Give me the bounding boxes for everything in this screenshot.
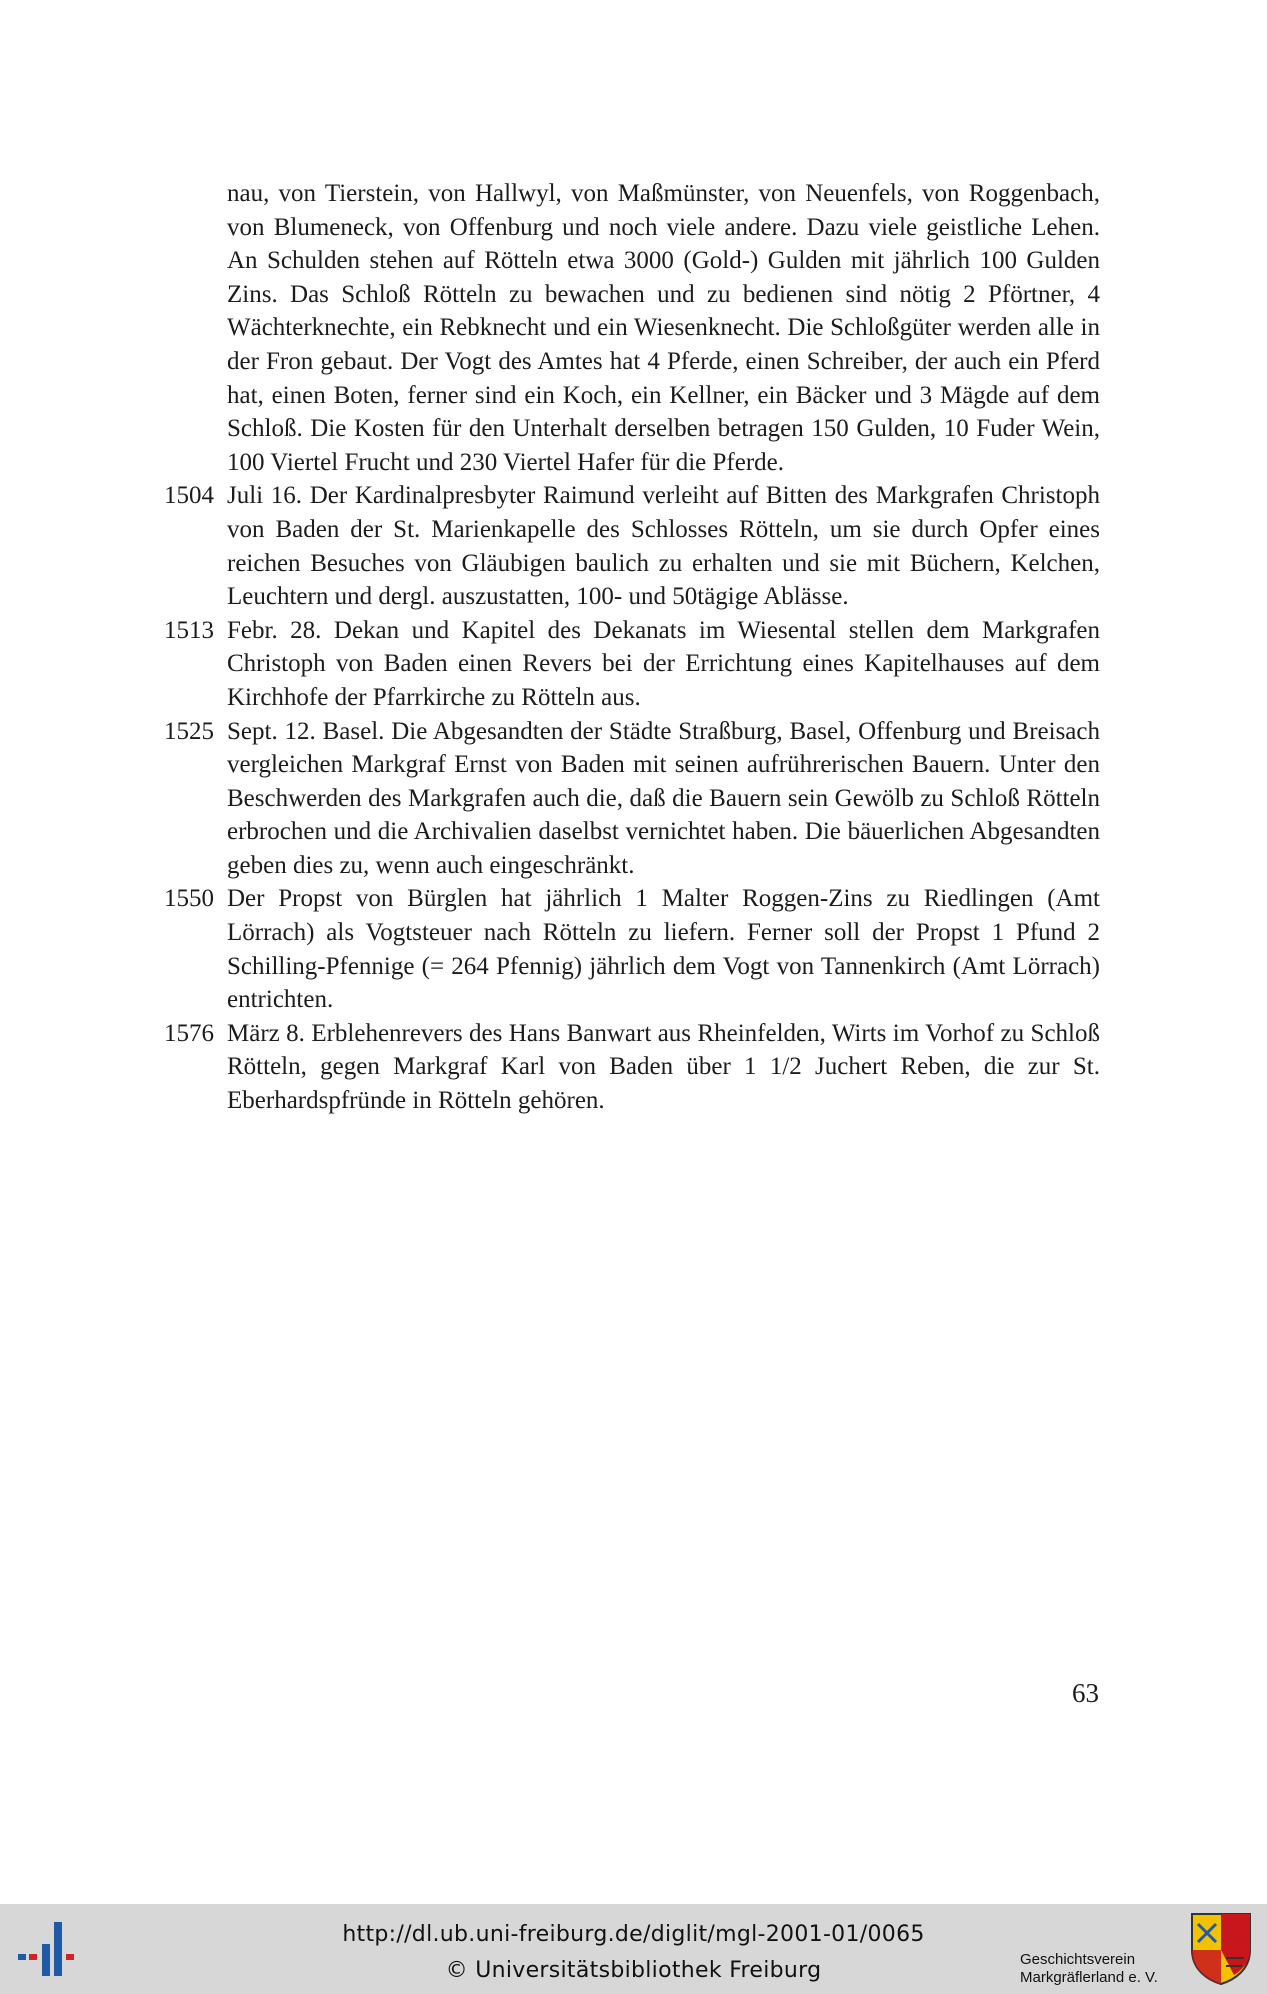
entry-1550 (164, 882, 1100, 1016)
paragraph-continuation: nau, von Tierstein, von Hallwyl, von Maßmünster, von Neuenfels, von Roggenbach, von Blumeneck, von Offenburg und noch viele andere. Dazu viele geistliche Lehen. An Schulden stehen auf Rötteln etwa 3000 (Gold-) Gulden mit jährlich 100 Gulden Zins. Das Schloß Rötteln zu bewachen und zu bedienen sind nötig 2 Pförtner, 4 Wächterknechte, ein Rebknecht und ein Wiesenknecht. Die Schloßgüter werden alle in der Fron gebaut. Der Vogt des Amtes hat 4 Pferde, einen Schreiber, der auch ein Pferd hat, einen Boten, ferner sind ein Koch, ein Kellner, ein Bäcker und 3 Mägde auf dem Schloß. Die Kosten für den Unterhalt derselben betragen 150 Gulden, 10 Fuder Wein, 100 Viertel Frucht und 230 Viertel Hafer für die Pferde. (227, 180, 1100, 476)
page-number: 63 (1072, 1678, 1099, 1708)
footer-copyright: © Universitätsbibliothek Freiburg (445, 1958, 822, 1983)
entry-text: Der Propst von Bürglen hat jährlich 1 Malter Roggen-Zins zu Riedlingen (Amt Lörrach) als Vogtsteuer nach Rötteln zu liefern. Ferner soll der Propst 1 Pfund 2 Schilling-Pfennige (= 264 Pfennig) jährlich dem Vogt von Tannenkirch (Amt Lörrach) entrichten. (227, 885, 1100, 1014)
entry-text: Juli 16. Der Kardinalpresbyter Raimund verleiht auf Bitten des Markgrafen Christoph von Baden der St. Marienkapelle des Schlosses Rötteln, um sie durch Opfer eines reichen Besuches von Gläubigen baulich zu erhalten und sie mit Büchern, Kelchen, Leuchtern und dergl. auszustatten, 100- und 50tägige Ablässe. (227, 482, 1100, 611)
entry-1525 (164, 715, 1100, 883)
entry-year: 1525 (164, 717, 214, 745)
entry-year: 1504 (164, 482, 214, 510)
entry-year: 1576 (164, 1019, 214, 1047)
entry-text: Sept. 12. Basel. Die Abgesandten der Städte Straßburg, Basel, Offenburg und Breisach vergleichen Markgraf Ernst von Baden mit seinen aufrührerischen Bauern. Unter den Beschwerden des Markgrafen auch die, daß die Bauern sein Gewölb zu Schloß Rötteln erbrochen und die Archivalien daselbst vernichtet haben. Die bäuerlichen Abgesandten geben dies zu, wenn auch eingeschränkt. (227, 717, 1100, 879)
entry-1576 (164, 1017, 1100, 1118)
society-name (1020, 1951, 1180, 1987)
society-line-1: Geschichtsverein (1020, 1951, 1136, 1968)
footer-url[interactable]: http://dl.ub.uni-freiburg.de/diglit/mgl-2001-01/0065 (342, 1922, 925, 1947)
society-line-2: Markgräflerland e. V. (1020, 1969, 1158, 1986)
footer-bar (0, 1904, 1267, 1994)
entry-1504 (164, 479, 1100, 613)
entry-year: 1550 (164, 885, 214, 913)
entry-text: März 8. Erblehenrevers des Hans Banwart aus Rheinfelden, Wirts im Vorhof zu Schloß Rötteln, gegen Markgraf Karl von Baden über 1 1/2 Juchert Reben, die zur St. Eberhardspfründe in Rötteln gehören. (227, 1019, 1100, 1115)
entry-text: Febr. 28. Dekan und Kapitel des Dekanats im Wiesental stellen dem Markgrafen Christoph von Baden einen Revers bei der Errichtung eines Kapitelhauses auf dem Kirchhofe der Pfarrkirche zu Rötteln aus. (227, 616, 1100, 711)
society-crest-icon (1190, 1912, 1252, 1986)
text-block (164, 177, 1100, 1118)
entry-year: 1513 (164, 616, 214, 644)
entry-1513 (164, 614, 1100, 715)
